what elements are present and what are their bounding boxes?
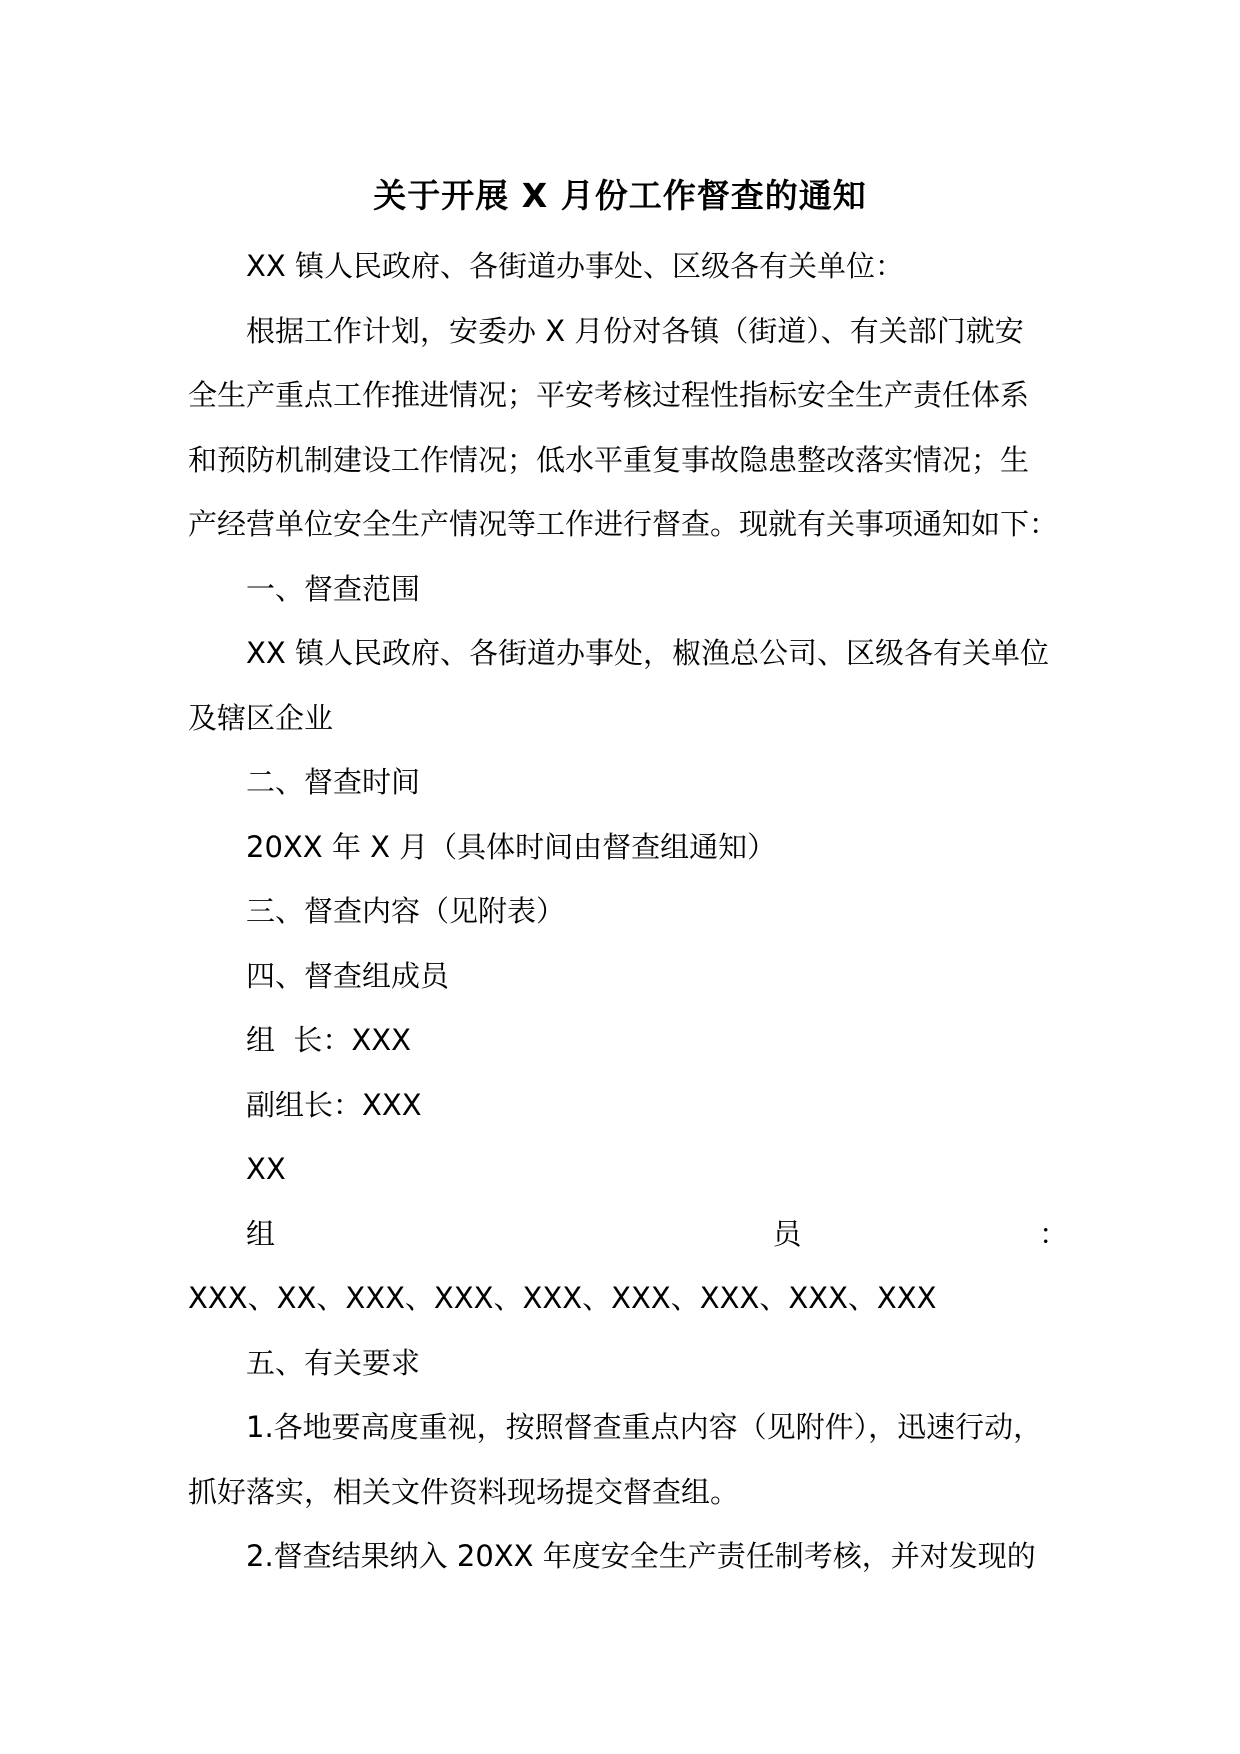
members-label-part: 组 [246,1216,276,1251]
intro-line: 产经营单位安全生产情况等工作进行督查。现就有关事项通知如下： [188,507,1059,541]
section-heading-scope: 一、督查范围 [246,571,421,606]
section-heading-members: 四、督查组成员 [246,958,450,993]
time-line: 20XX 年 X 月（具体时间由督查组通知） [246,829,777,864]
members-label-line [188,1202,1068,1267]
deputy-line: 副组长：XXX [246,1087,422,1122]
document-body [188,234,1068,1589]
section-heading-content: 三、督查内容（见附表） [246,894,566,928]
members-list: XXX、XX、XXX、XXX、XXX、XXX、XXX、XXX、XXX [188,1281,937,1315]
members-label-part: ： [1038,1216,1068,1251]
section-heading-time: 二、督查时间 [246,765,421,799]
members-label-part: 员 [772,1216,802,1251]
recipient-line: XX 镇人民政府、各街道办事处、区级各有关单位： [246,249,904,283]
scope-line: XX 镇人民政府、各街道办事处，椒渔总公司、区级各有关单位 [246,636,1049,670]
document-title: 关于开展 X 月份工作督查的通知 [373,176,867,215]
requirement-line: 抓好落实，相关文件资料现场提交督查组。 [188,1474,740,1509]
leader-line: 组 长：XXX [246,1023,412,1057]
requirement-line: 1.各地要高度重视，按照督查重点内容（见附件），迅速行动， [246,1410,1043,1444]
section-heading-requirements: 五、有关要求 [246,1345,421,1380]
intro-line: 和预防机制建设工作情况；低水平重复事故隐患整改落实情况；生 [188,442,1030,477]
xx-line: XX [246,1152,286,1186]
requirement-line: 2.督查结果纳入 20XX 年度安全生产责任制考核，并对发现的 [246,1539,1036,1573]
intro-line: 全生产重点工作推进情况；平安考核过程性指标安全生产责任体系 [188,378,1030,412]
scope-line: 及辖区企业 [188,700,334,735]
intro-line: 根据工作计划，安委办 X 月份对各镇（街道）、有关部门就安 [246,313,1024,348]
